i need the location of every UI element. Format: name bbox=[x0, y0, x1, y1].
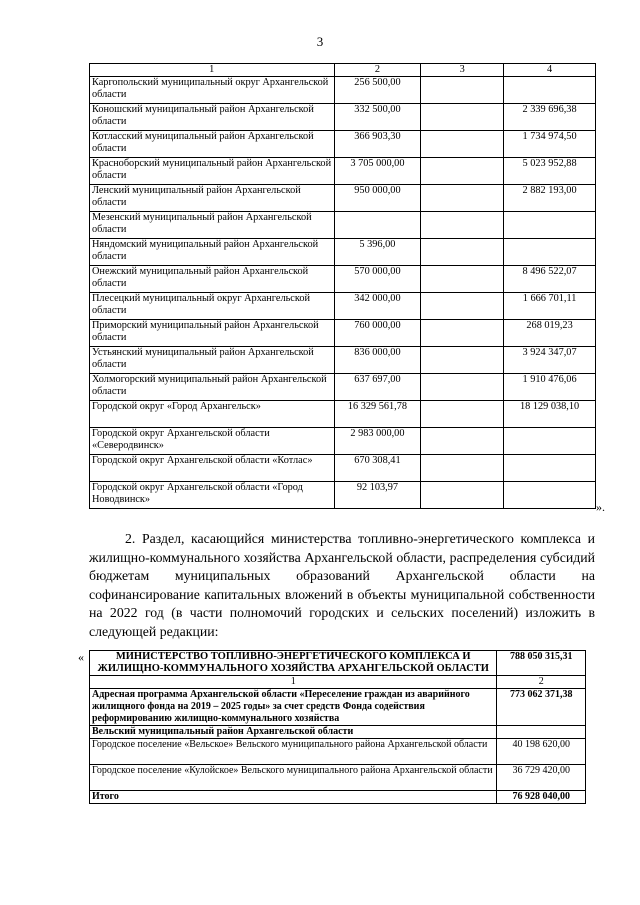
opening-quote: « bbox=[78, 650, 84, 664]
amount-col3 bbox=[421, 347, 504, 374]
amount-col3 bbox=[421, 401, 504, 428]
table-row bbox=[90, 482, 596, 509]
settlement-name: Городское поселение «Кулойское» Вельского муниципального района Архангельской области bbox=[90, 765, 497, 791]
municipality-name: Коношский муниципальный район Архангельской области bbox=[90, 104, 335, 131]
amount-col3 bbox=[421, 293, 504, 320]
ministry-table bbox=[89, 650, 586, 804]
amount-col4: 5 023 952,88 bbox=[504, 158, 596, 185]
amount-col3 bbox=[421, 239, 504, 266]
amount-col3 bbox=[421, 320, 504, 347]
table-row bbox=[90, 185, 596, 212]
municipality-name: Каргопольский муниципальный округ Архангельской области bbox=[90, 77, 335, 104]
table-header-row bbox=[90, 64, 596, 77]
total-value: 76 928 040,00 bbox=[497, 791, 586, 804]
amount-col4: 2 339 696,38 bbox=[504, 104, 596, 131]
page-number: 3 bbox=[316, 34, 324, 49]
amount-col2: 950 000,00 bbox=[334, 185, 421, 212]
column-header-1: 1 bbox=[90, 676, 497, 689]
amount-col2: 3 705 000,00 bbox=[334, 158, 421, 185]
column-header-1: 1 bbox=[90, 64, 335, 77]
paragraph-2: 2. Раздел, касающийся министерства топливно-энергетического комплекса и жилищно-коммунального хозяйства Архангельской области, распределения субсидий бюджетам муниципальных образований Архангельской области на софинансирование капитальных вложений в объекты муниципальной собственности на 2022 год (в части полномочий городских и сельских поселений) изложить в следующей редакции: bbox=[89, 531, 595, 639]
amount-col2: 570 000,00 bbox=[334, 266, 421, 293]
amount-col3 bbox=[421, 158, 504, 185]
amount-col4: 268 019,23 bbox=[504, 320, 596, 347]
municipality-name: Городской округ Архангельской области «Северодвинск» bbox=[90, 428, 335, 455]
amount-col4 bbox=[504, 428, 596, 455]
amount-col2: 637 697,00 bbox=[334, 374, 421, 401]
table-row bbox=[90, 401, 596, 428]
amount-col4: 1 734 974,50 bbox=[504, 131, 596, 158]
amount-col2: 5 396,00 bbox=[334, 239, 421, 266]
total-row bbox=[90, 791, 586, 804]
column-header-3: 3 bbox=[421, 64, 504, 77]
amount-col3 bbox=[421, 455, 504, 482]
municipality-name: Приморский муниципальный район Архангельской области bbox=[90, 320, 335, 347]
amount-col4: 1 666 701,11 bbox=[504, 293, 596, 320]
municipality-name: Городской округ «Город Архангельск» bbox=[90, 401, 335, 428]
settlement-name: Городское поселение «Вельское» Вельского муниципального района Архангельской области bbox=[90, 739, 497, 765]
table-row bbox=[90, 428, 596, 455]
municipality-name: Ленский муниципальный район Архангельской области bbox=[90, 185, 335, 212]
amount-col2: 332 500,00 bbox=[334, 104, 421, 131]
amount-col2 bbox=[334, 212, 421, 239]
table-row bbox=[90, 374, 596, 401]
amount-col4 bbox=[504, 482, 596, 509]
amount-col3 bbox=[421, 104, 504, 131]
amount-col4 bbox=[504, 239, 596, 266]
amount-col3 bbox=[421, 131, 504, 158]
table-row bbox=[90, 320, 596, 347]
table-row bbox=[90, 266, 596, 293]
municipality-name: Няндомский муниципальный район Архангельской области bbox=[90, 239, 335, 266]
amount-col3 bbox=[421, 266, 504, 293]
table-row bbox=[90, 212, 596, 239]
amount-col4: 18 129 038,10 bbox=[504, 401, 596, 428]
amount-col2: 836 000,00 bbox=[334, 347, 421, 374]
amount-col2: 366 903,30 bbox=[334, 131, 421, 158]
amount-col2: 342 000,00 bbox=[334, 293, 421, 320]
table-row bbox=[90, 293, 596, 320]
amount-col4: 8 496 522,07 bbox=[504, 266, 596, 293]
municipality-name: Красноборский муниципальный район Архангельской области bbox=[90, 158, 335, 185]
amount-col4: 1 910 476,06 bbox=[504, 374, 596, 401]
settlement-value: 40 198 620,00 bbox=[497, 739, 586, 765]
district-value bbox=[497, 726, 586, 739]
amount-col3 bbox=[421, 77, 504, 104]
municipality-name: Холмогорский муниципальный район Архангельской области bbox=[90, 374, 335, 401]
table-row bbox=[90, 739, 586, 765]
amount-col4 bbox=[504, 455, 596, 482]
total-label: Итого bbox=[90, 791, 497, 804]
municipality-name: Городской округ Архангельской области «Город Новодвинск» bbox=[90, 482, 335, 509]
amount-col4 bbox=[504, 212, 596, 239]
column-header-2: 2 bbox=[497, 676, 586, 689]
table-row bbox=[90, 104, 596, 131]
amount-col3 bbox=[421, 482, 504, 509]
district-name: Вельский муниципальный район Архангельской области bbox=[90, 726, 497, 739]
ministry-name: МИНИСТЕРСТВО ТОПЛИВНО-ЭНЕРГЕТИЧЕСКОГО КОМПЛЕКСА И ЖИЛИЩНО-КОММУНАЛЬНОГО ХОЗЯЙСТВА АРХАНГЕЛЬСКОЙ ОБЛАСТИ bbox=[90, 651, 497, 676]
settlement-value: 36 729 420,00 bbox=[497, 765, 586, 791]
amount-col3 bbox=[421, 374, 504, 401]
amount-col2: 760 000,00 bbox=[334, 320, 421, 347]
district-row bbox=[90, 726, 586, 739]
program-row bbox=[90, 689, 586, 726]
table-row bbox=[90, 347, 596, 374]
amount-col4 bbox=[504, 77, 596, 104]
program-total: 773 062 371,38 bbox=[497, 689, 586, 726]
amount-col2: 256 500,00 bbox=[334, 77, 421, 104]
table-row bbox=[90, 455, 596, 482]
amount-col3 bbox=[421, 185, 504, 212]
municipality-name: Онежский муниципальный район Архангельской области bbox=[90, 266, 335, 293]
column-header-4: 4 bbox=[504, 64, 596, 77]
program-name: Адресная программа Архангельской области «Переселение граждан из аварийного жилищного фонда на 2019 – 2025 годы» за счет средств Фонда содействия реформированию жилищно-коммунального хозяйства bbox=[90, 689, 497, 726]
table-row bbox=[90, 765, 586, 791]
column-header-2: 2 bbox=[334, 64, 421, 77]
amount-col2: 16 329 561,78 bbox=[334, 401, 421, 428]
table-row bbox=[90, 131, 596, 158]
amount-col4: 3 924 347,07 bbox=[504, 347, 596, 374]
municipality-name: Устьянский муниципальный район Архангельской области bbox=[90, 347, 335, 374]
closing-quote: ». bbox=[596, 500, 605, 514]
municipality-name: Городской округ Архангельской области «Котлас» bbox=[90, 455, 335, 482]
ministry-row bbox=[90, 651, 586, 676]
municipality-name: Котласский муниципальный район Архангельской области bbox=[90, 131, 335, 158]
amount-col2: 670 308,41 bbox=[334, 455, 421, 482]
table-row bbox=[90, 239, 596, 266]
table-header-row bbox=[90, 676, 586, 689]
allocation-table bbox=[89, 63, 596, 509]
municipality-name: Мезенский муниципальный район Архангельской области bbox=[90, 212, 335, 239]
amount-col3 bbox=[421, 428, 504, 455]
ministry-total: 788 050 315,31 bbox=[497, 651, 586, 676]
amount-col2: 92 103,97 bbox=[334, 482, 421, 509]
amount-col2: 2 983 000,00 bbox=[334, 428, 421, 455]
table-row bbox=[90, 158, 596, 185]
municipality-name: Плесецкий муниципальный округ Архангельской области bbox=[90, 293, 335, 320]
table-row bbox=[90, 77, 596, 104]
amount-col3 bbox=[421, 212, 504, 239]
amount-col4: 2 882 193,00 bbox=[504, 185, 596, 212]
